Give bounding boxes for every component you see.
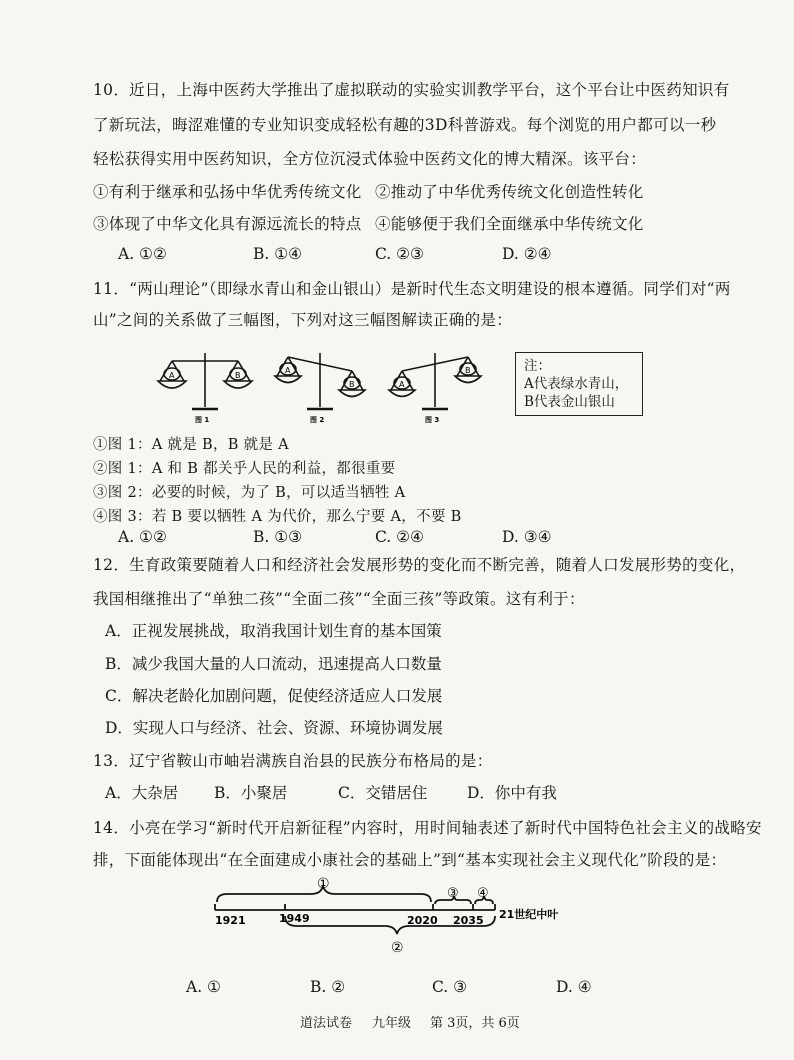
q13-option-d[interactable]: D．你中有我	[467, 784, 557, 802]
scale2-pan-a: A	[285, 366, 291, 375]
q14-option-b[interactable]: B. ②	[310, 978, 346, 996]
note-line-b: B代表金山银山	[524, 394, 615, 410]
tick-1949: 1949	[279, 912, 310, 925]
q14-option-c[interactable]: C. ③	[432, 978, 468, 996]
q10-option-d[interactable]: D. ②④	[502, 245, 552, 263]
q14-option-a[interactable]: A. ①	[186, 978, 221, 996]
balance-scales-figure	[140, 345, 510, 430]
timeline-figure	[205, 872, 595, 968]
timeline-mark-4: ④	[477, 886, 489, 901]
q10-option-a[interactable]: A. ①②	[118, 245, 167, 263]
q11-option-b[interactable]: B. ①③	[253, 528, 303, 546]
q11-stem-line-2: 山”之间的关系做了三幅图，下列对这三幅图解读正确的是：	[93, 311, 513, 329]
q10-stem-line-3: 轻松获得实用中医药知识，全方位沉浸式体验中医药文化的博大精深。该平台：	[93, 150, 647, 168]
scale1-pan-b: B	[235, 371, 241, 380]
q13-option-b[interactable]: B．小聚居	[214, 784, 288, 802]
timeline-mark-1: ①	[317, 876, 330, 892]
q12-stem-line-2: 我国相继推出了“单独二孩”“全面二孩”“全面三孩”等政策。这有利于：	[93, 590, 585, 608]
tick-2020: 2020	[407, 914, 438, 927]
q10-item-3: ③体现了中华文化具有源远流长的特点	[93, 215, 362, 233]
q11-stem-line-1: 11．“两山理论”（即绿水青山和金山银山）是新时代生态文明建设的根本遵循。同学们对“两	[93, 280, 731, 298]
scale1-caption: 图 1	[195, 416, 210, 424]
q12-option-b[interactable]: B．减少我国大量的人口流动，迅速提高人口数量	[105, 655, 442, 673]
scale3-caption: 图 3	[425, 416, 440, 424]
q13-option-c[interactable]: C．交错居住	[338, 784, 428, 802]
scale3-pan-a: A	[399, 380, 405, 389]
q11-item-2: ②图 1：A 和 B 都关乎人民的利益，都很重要	[93, 461, 396, 477]
q11-option-c[interactable]: C. ②④	[375, 528, 424, 546]
q10-stem-line-2: 了新玩法，晦涩难懂的专业知识变成轻松有趣的3D科普游戏。每个浏览的用户都可以一秒	[93, 116, 717, 134]
scale-figure-1	[158, 353, 252, 409]
q12-stem-line-1: 12．生育政策要随着人口和经济社会发展形势的变化而不断完善，随着人口发展形势的变化，	[93, 556, 746, 574]
figure-note-box	[515, 352, 643, 416]
footer-grade: 九年级	[372, 1016, 412, 1031]
q13-stem: 13．辽宁省鞍山市岫岩满族自治县的民族分布格局的是：	[93, 752, 493, 770]
q10-item-2: ②推动了中华优秀传统文化创造性转化	[375, 183, 644, 201]
q10-item-1: ①有利于继承和弘扬中华优秀传统文化	[93, 183, 362, 201]
tick-mid-century: 21世纪中叶	[499, 908, 559, 921]
q14-stem-line-2: 排，下面能体现出“在全面建成小康社会的基础上”到“基本实现社会主义现代化”阶段的是：	[93, 851, 727, 869]
note-title: 注：	[524, 358, 551, 374]
scale2-caption: 图 2	[310, 416, 325, 424]
footer-subject: 道法试卷	[300, 1016, 353, 1031]
q10-stem-line-1: 10．近日，上海中医药大学推出了虚拟联动的实验实训教学平台，这个平台让中医药知识有	[93, 81, 730, 99]
q13-option-a[interactable]: A．大杂居	[105, 784, 179, 802]
q11-option-a[interactable]: A. ①②	[118, 528, 167, 546]
timeline-mark-3: ③	[447, 886, 459, 901]
tick-2035: 2035	[453, 914, 484, 927]
scale2-pan-b: B	[349, 380, 355, 389]
q11-item-4: ④图 3：若 B 要以牺牲 A 为代价，那么宁要 A，不要 B	[93, 509, 462, 525]
q14-option-d[interactable]: D. ④	[556, 978, 592, 996]
q10-item-4: ④能够便于我们全面继承中华传统文化	[375, 215, 644, 233]
q11-option-d[interactable]: D. ③④	[502, 528, 552, 546]
tick-1921: 1921	[215, 914, 246, 927]
q12-option-d[interactable]: D．实现人口与经济、社会、资源、环境协调发展	[105, 719, 443, 737]
footer-page-number: 第 3页，共 6页	[430, 1016, 520, 1031]
q14-stem-line-1: 14．小亮在学习“新时代开启新征程”内容时，用时间轴表述了新时代中国特色社会主义的战略安	[93, 819, 762, 837]
q12-option-a[interactable]: A．正视发展挑战，取消我国计划生育的基本国策	[105, 622, 442, 640]
q10-option-b[interactable]: B. ①④	[253, 245, 303, 263]
q12-option-c[interactable]: C．解决老龄化加剧问题，促使经济适应人口发展	[105, 687, 443, 705]
note-line-a: A代表绿水青山，	[524, 376, 629, 392]
scale1-pan-a: A	[169, 371, 175, 380]
scale3-pan-b: B	[465, 366, 471, 375]
timeline-mark-2: ②	[391, 940, 404, 956]
q11-item-3: ③图 2：必要的时候，为了 B，可以适当牺牲 A	[93, 485, 406, 501]
q11-item-1: ①图 1：A 就是 B，B 就是 A	[93, 437, 289, 453]
q10-option-c[interactable]: C. ②③	[375, 245, 424, 263]
